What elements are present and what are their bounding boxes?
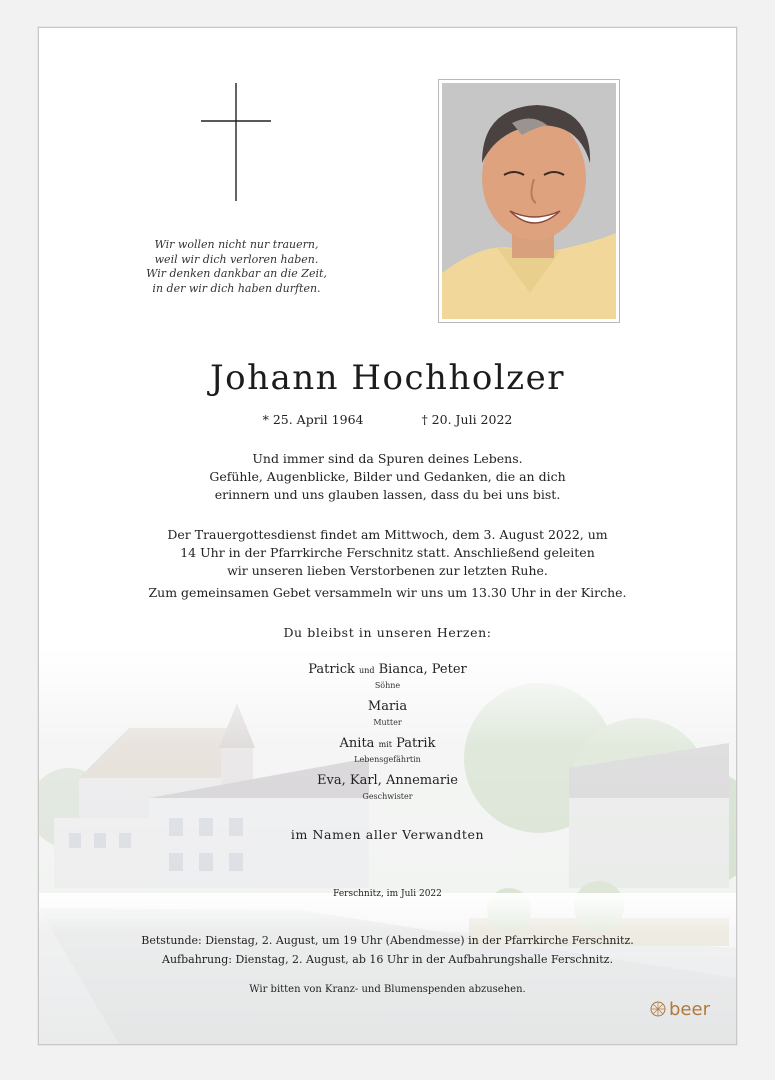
- family-entry: [39, 736, 736, 751]
- family-names: Patrik: [396, 736, 436, 751]
- family-names: Bianca, Peter: [378, 662, 467, 677]
- family-relation: Mutter: [373, 718, 402, 727]
- family-joiner: mit: [378, 740, 392, 749]
- family-entry: [39, 773, 736, 788]
- remain-in-hearts: Du bleibst in unseren Herzen:: [283, 625, 492, 640]
- portrait-photo: [438, 79, 620, 323]
- family-joiner: und: [359, 666, 375, 675]
- quote-line: Wir denken dankbar an die Zeit,: [146, 267, 327, 280]
- quote-line: weil wir dich verloren haben.: [154, 252, 319, 266]
- death-date: † 20. Juli 2022: [421, 412, 513, 427]
- poem-line: Und immer sind da Spuren deines Lebens.: [252, 451, 523, 466]
- quote-line: in der wir dich haben durften.: [152, 281, 321, 295]
- poem-line: erinnern und uns glauben lassen, dass du bei uns bist.: [214, 487, 561, 502]
- family-relation: Geschwister: [362, 792, 413, 801]
- family-entry: [39, 662, 736, 677]
- birth-date: * 25. April 1964: [262, 412, 364, 427]
- logo-text: beer: [669, 999, 710, 1020]
- family-relation: Lebensgefährtin: [354, 755, 421, 764]
- funeral-service-info: [39, 526, 736, 602]
- dandelion-icon: [651, 1002, 665, 1016]
- deceased-name: Johann Hochholzer: [210, 358, 565, 398]
- on-behalf-of-relatives: im Namen aller Verwandten: [290, 827, 485, 842]
- poem-line: Gefühle, Augenblicke, Bilder und Gedanken, die an dich: [209, 469, 566, 484]
- parte-card: [38, 27, 737, 1045]
- quote-line: Wir wollen nicht nur trauern,: [154, 238, 319, 251]
- family-entry: [39, 699, 736, 714]
- viewing-info: Aufbahrung: Dienstag, 2. August, ab 16 Uhr in der Aufbahrungshalle Ferschnitz.: [162, 953, 613, 966]
- prayer-line: Zum gemeinsamen Gebet versammeln wir uns um 13.30 Uhr in der Kirche.: [148, 585, 627, 600]
- donation-request: Wir bitten von Kranz- und Blumenspenden abzusehen.: [249, 984, 526, 995]
- memorial-quote: [129, 238, 344, 296]
- service-line: Der Trauergottesdienst findet am Mittwoch, dem 3. August 2022, um: [167, 527, 608, 542]
- family-names: Anita: [339, 736, 375, 751]
- cross-icon: [201, 83, 271, 201]
- life-dates: [39, 412, 736, 427]
- memorial-poem: [39, 450, 736, 504]
- portrait-image: [442, 83, 616, 319]
- service-line: wir unseren lieben Verstorbenen zur letzten Ruhe.: [227, 563, 548, 578]
- family-relation: Söhne: [374, 681, 401, 690]
- place-date: Ferschnitz, im Juli 2022: [333, 889, 442, 899]
- wake-info: Betstunde: Dienstag, 2. August, um 19 Uhr (Abendmesse) in der Pfarrkirche Ferschnitz.: [141, 934, 634, 947]
- family-names: Eva, Karl, Annemarie: [317, 773, 458, 788]
- beer-logo: [649, 998, 729, 1020]
- service-line: 14 Uhr in der Pfarrkirche Ferschnitz statt. Anschließend geleiten: [180, 545, 595, 560]
- family-names: Maria: [367, 699, 408, 714]
- family-names: Patrick: [308, 662, 355, 677]
